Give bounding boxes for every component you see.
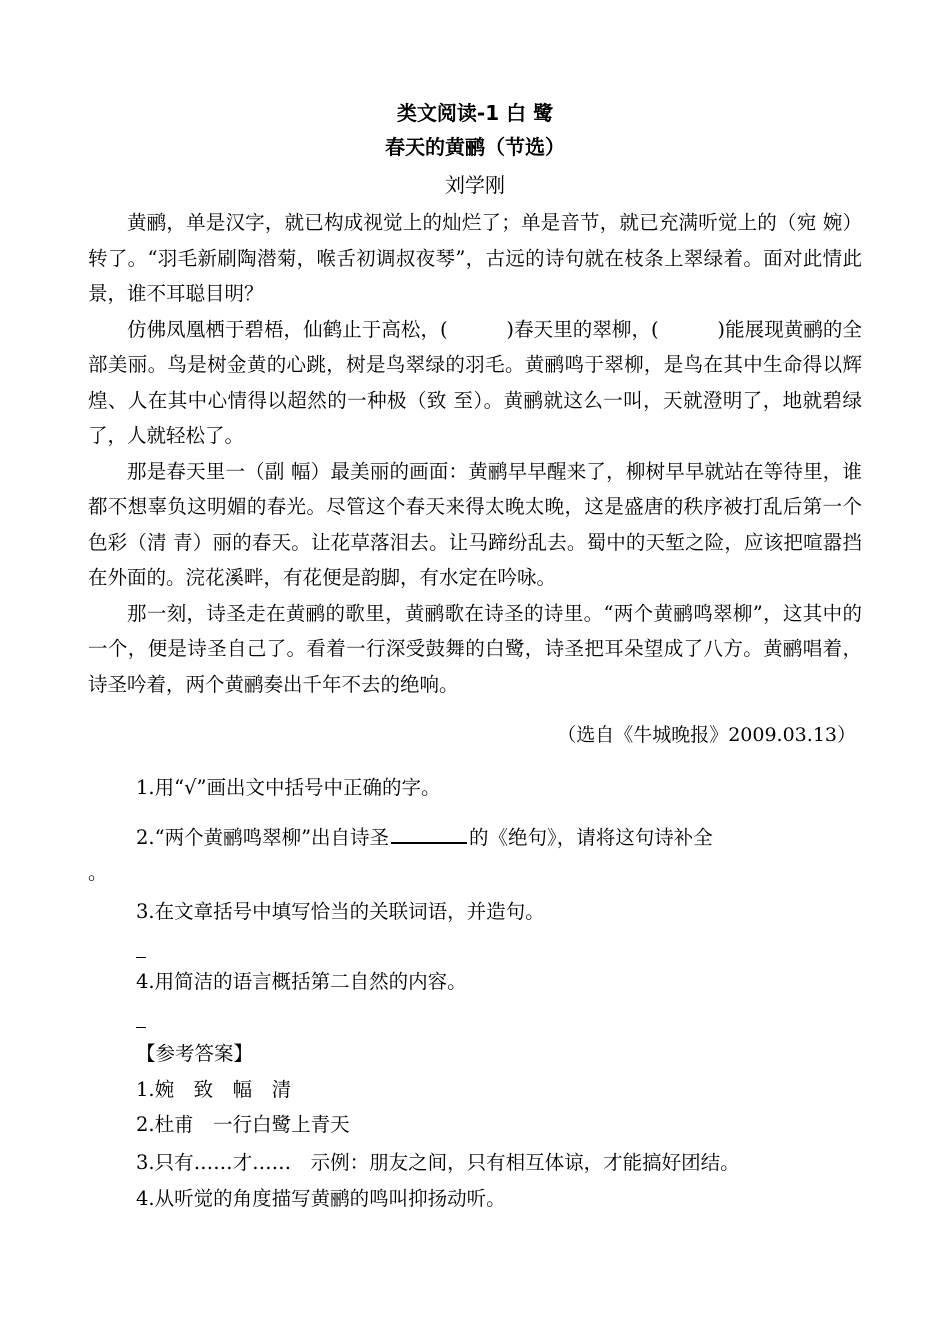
question-3: 3.在文章括号中填写恰当的关联词语，并造句。 [136,900,545,923]
answer-3: 3.只有……才…… 示例：朋友之间，只有相互体谅，才能搞好团结。 [136,1151,740,1174]
answer-2: 2.杜甫 一行白鹭上青天 [136,1113,350,1136]
question-2 [136,822,713,853]
answer-line-3 [136,957,146,958]
answer-blank [391,822,467,844]
article-author: 刘学刚 [445,173,505,197]
question-4: 4.用简洁的语言概括第二自然的内容。 [136,970,467,993]
document-title: 类文阅读-1 白 鹭 [396,101,554,125]
article-title: 春天的黄鹂（节选） [385,135,565,159]
article-source: （选自《牛城晚报》2009.03.13） [557,724,856,746]
paragraph-4: 那一刻，诗圣走在黄鹂的歌里，黄鹂歌在诗圣的诗里。“两个黄鹂鸣翠柳”，这其中的一个，便是诗圣自己了。看着一行深受鼓舞的白鹭，诗圣把耳朵望成了八方。黄鹂唱着，诗圣吟着，两个黄鹂奏出千年不去的绝响。 [88,601,862,696]
question-2-text-after: 的《绝句》，请将这句诗补全 [469,826,713,849]
answer-4: 4.从听觉的角度描写黄鹂的鸣叫抑扬动听。 [136,1187,506,1210]
paragraph-2: 仿佛凤凰栖于碧梧，仙鹤止于高松，( )春天里的翠柳，( )能展现黄鹂的全部美丽。鸟是树金黄的心跳，树是鸟翠绿的羽毛。黄鹂鸣于翠柳，是鸟在其中生命得以辉煌、人在其中心情得以超然的一种极（致 至）。黄鹂就这么一叫，天就澄明了，地就碧绿了，人就轻松了。 [88,317,862,447]
question-1: 1.用“√”画出文中括号中正确的字。 [136,776,441,799]
paragraph-1: 黄鹂，单是汉字，就已构成视觉上的灿烂了；单是音节，就已充满听觉上的（宛 婉）转了。“羽毛新刷陶潜菊，喉舌初调叔夜琴”，古远的诗句就在枝条上翠绿着。面对此情此景，谁不耳聪目明？ [88,211,862,305]
question-2-text-before: 2.“两个黄鹂鸣翠柳”出自诗圣 [136,826,390,849]
article-body [88,205,862,702]
answers-heading: 【参考答案】 [136,1042,254,1065]
answer-line-4 [136,1027,146,1028]
question-2-tail: 。 [88,861,108,884]
answer-1: 1.婉 致 幅 清 [136,1078,292,1101]
paragraph-3: 那是春天里一（副 幅）最美丽的画面：黄鹂早早醒来了，柳树早早就站在等待里，谁都不想辜负这明媚的春光。尽管这个春天来得太晚太晚，这是盛唐的秩序被打乱后第一个色彩（清 青）丽的春天。让花草落泪去。让马蹄纷乱去。蜀中的天堑之险，应该把喧嚣挡在外面的。浣花溪畔，有花便是韵脚，有水定在吟咏。 [88,459,862,589]
